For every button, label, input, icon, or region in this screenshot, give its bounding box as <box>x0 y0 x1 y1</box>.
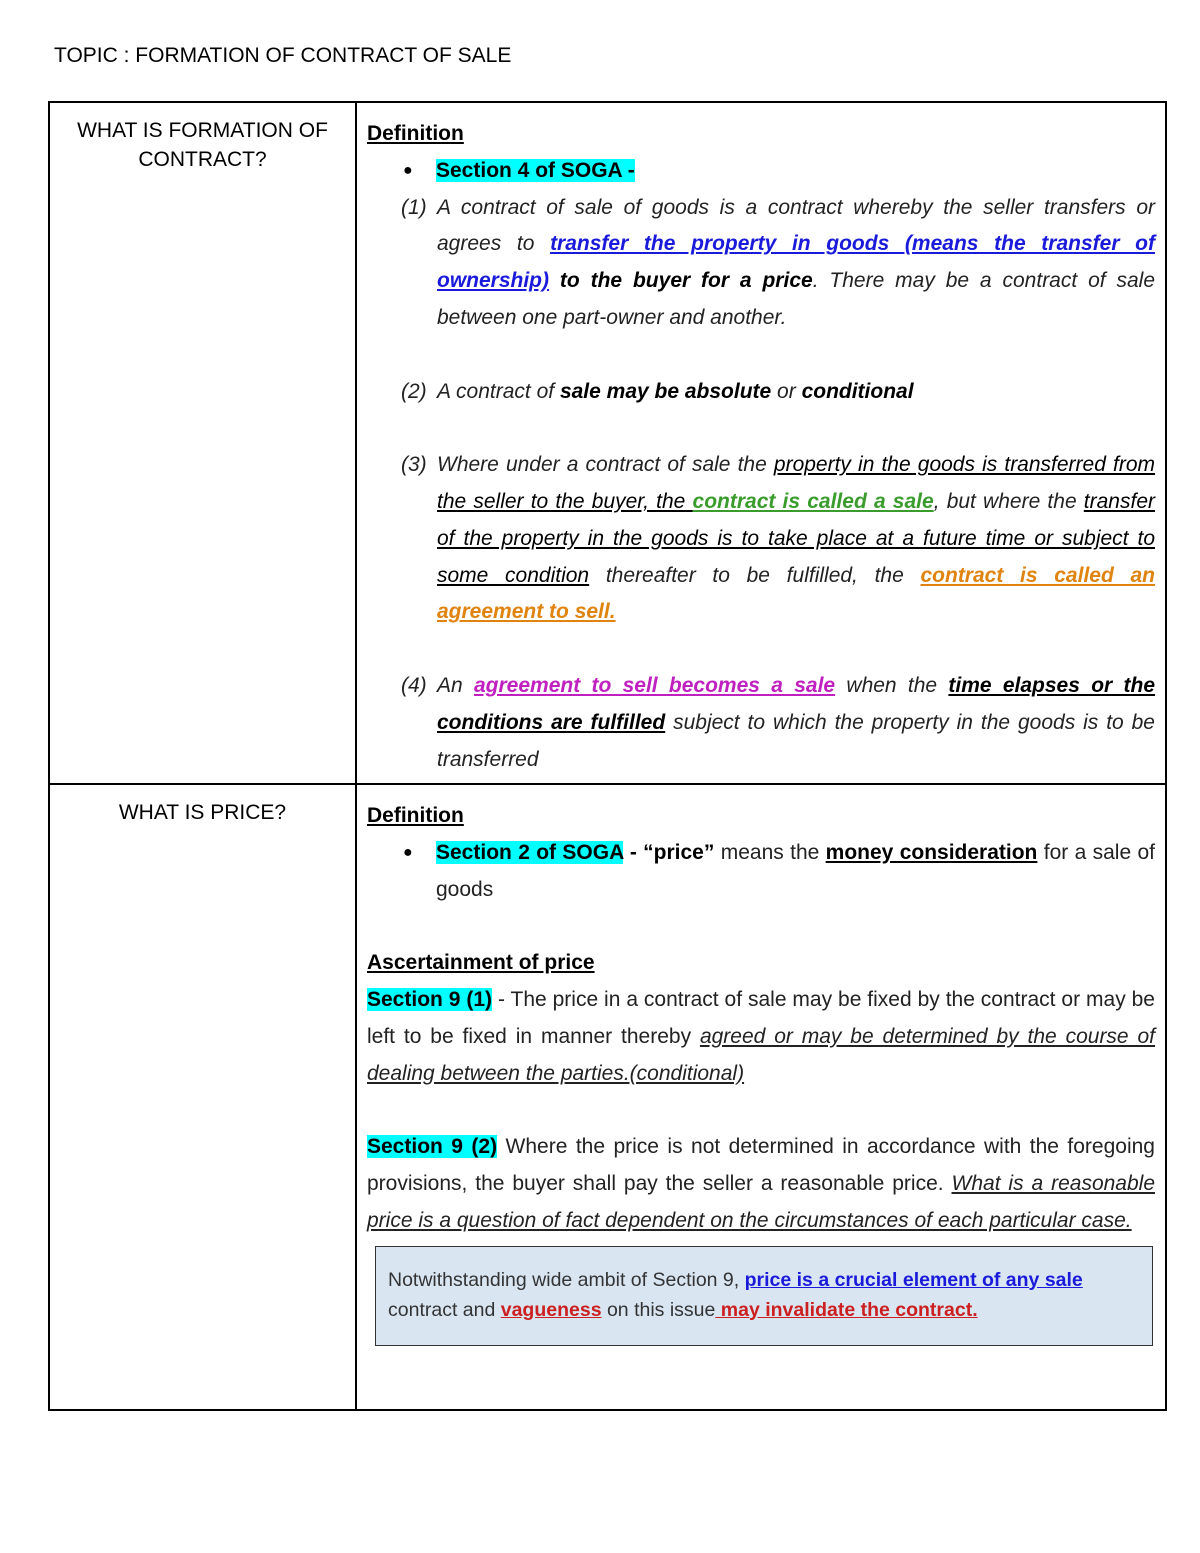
question-cell <box>49 784 356 1410</box>
table-row-formation <box>49 102 1166 784</box>
clause-1: (1) A contract of sale of goods is a contract whereby the seller transfers or agrees to transfer the property in goods (means the transfer of ownership) to the buyer for a price. There may be a contract of sale between one part-owner and another. <box>401 195 1155 329</box>
section-9-1: Section 9 (1) - The price in a contract of sale may be fixed by the contract or may be left to be fixed in manner thereby agreed or may be determined by the course of dealing between the parties.(conditional) <box>367 987 1155 1085</box>
answer-cell <box>356 784 1166 1410</box>
list-item <box>367 153 1155 190</box>
note-box: Notwithstanding wide ambit of Section 9, price is a crucial element of any sale contract and vagueness on this issue may invalidate the contract. <box>375 1246 1153 1346</box>
table-row-price <box>49 784 1166 1410</box>
clause-2: (2) A contract of sale may be absolute or conditional <box>401 379 914 403</box>
answer-cell <box>356 102 1166 784</box>
page-title: TOPIC : FORMATION OF CONTRACT OF SALE <box>54 44 512 67</box>
section-2-label: Section 2 of SOGA <box>436 840 624 864</box>
definition-heading: Definition <box>367 122 464 145</box>
bullet-icon: ● <box>403 161 413 179</box>
definition-heading: Definition <box>367 804 464 827</box>
list-item: ● Section 2 of SOGA - “price” means the money consideration for a sale of goods <box>367 835 1155 909</box>
clause-3: (3) Where under a contract of sale the property in the goods is transferred from the seller to the buyer, the contract is called a sale, but where the transfer of the property in the goods is to take place at a future time or subject to some condition thereafter to be fulfilled, the contract is called an agreement to sell. <box>401 453 1156 624</box>
bullet-icon: ● <box>403 843 413 861</box>
notes-table <box>48 101 1167 1411</box>
question-formation: WHAT IS FORMATION OF CONTRACT? <box>77 119 328 171</box>
question-cell <box>49 102 356 784</box>
section-9-2: Section 9 (2) Where the price is not determined in accordance with the foregoing provisions, the buyer shall pay the seller a reasonable price. What is a reasonable price is a question of fact dependent on the circumstances of each particular case. <box>367 1135 1155 1232</box>
clause-4: (4) An agreement to sell becomes a sale when the time elapses or the conditions are fulfilled subject to which the property in the goods is to be transferred <box>401 673 1156 771</box>
answer-formation <box>357 103 1165 778</box>
section-4-label: Section 4 of SOGA - <box>436 158 635 182</box>
question-price: WHAT IS PRICE? <box>118 801 287 824</box>
answer-price <box>357 785 1165 1346</box>
ascertainment-heading: Ascertainment of price <box>367 951 595 975</box>
